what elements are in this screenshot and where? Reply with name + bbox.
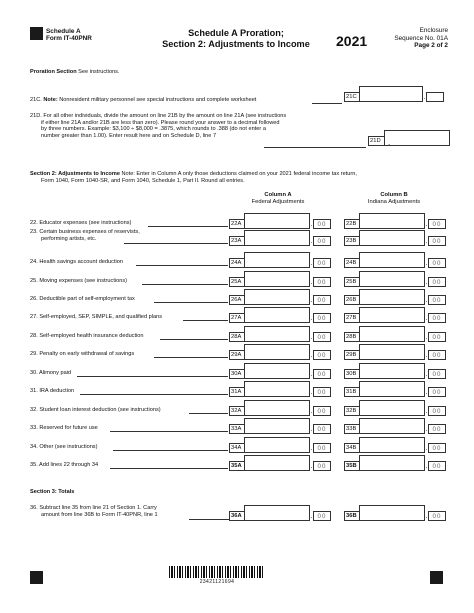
leader-line (136, 265, 228, 266)
line-31a-input[interactable] (244, 381, 310, 397)
line-label: 27B (344, 313, 359, 323)
line-30b-input[interactable] (359, 363, 425, 379)
line-23b-field[interactable] (344, 230, 446, 246)
line-30a-cents[interactable]: 00 (313, 369, 331, 379)
line-24a-input[interactable] (244, 252, 310, 268)
line-35a-cents[interactable]: 00 (313, 461, 331, 471)
line-label: 35B (344, 461, 359, 471)
line-33b-input[interactable] (359, 418, 425, 434)
decimal-point: . (425, 297, 428, 304)
line-33b-cents[interactable]: 00 (428, 424, 446, 434)
line-32a-field[interactable] (229, 400, 331, 416)
line-28a-cents[interactable]: 00 (313, 332, 331, 342)
section-2-heading: Section 2: Adjustments to Income Note: Enter in Column A only those deductions claimed on your 2021 federal income tax return, (30, 171, 357, 177)
line-25b-field[interactable] (344, 271, 446, 287)
line-22a-field[interactable] (229, 213, 331, 229)
title-line-1: Schedule A Proration; (188, 28, 284, 38)
page-number: Page 2 of 2 (414, 42, 448, 50)
line-27-text: 27. Self-employed, SEP, SIMPLE, and qualified plans (30, 314, 163, 320)
line-22a-input[interactable] (244, 213, 310, 229)
decimal-point: . (425, 238, 428, 245)
line-35a-input[interactable] (244, 455, 310, 471)
barcode-image (169, 566, 265, 578)
decimal-point: . (425, 371, 428, 378)
line-25b-input[interactable] (359, 271, 425, 287)
line-26b-cents[interactable]: 00 (428, 295, 446, 305)
line-31a-cents[interactable]: 00 (313, 387, 331, 397)
line-32b-cents[interactable]: 00 (428, 406, 446, 416)
line-25a-input[interactable] (244, 271, 310, 287)
decimal-point: . (310, 389, 313, 396)
leader-line (189, 413, 228, 414)
line-32b-input[interactable] (359, 400, 425, 416)
line-label: 28B (344, 332, 359, 342)
line-33a-input[interactable] (244, 418, 310, 434)
form-identifier (46, 28, 92, 43)
leader-line (183, 320, 228, 321)
line-34b-cents[interactable]: 00 (428, 443, 446, 453)
line-25a-field[interactable] (229, 271, 331, 287)
line-35b-field[interactable] (344, 455, 446, 471)
line-22b-input[interactable] (359, 213, 425, 229)
line-27a-cents[interactable]: 00 (313, 313, 331, 323)
line-label: 35A (229, 461, 244, 471)
line-36-text: 36. Subtract line 35 from line 21 of Section 1. Carry amount from line 36B to Form IT-40PNR, line 1 (30, 505, 158, 518)
line-29a-field[interactable] (229, 344, 331, 360)
line-32-text: 32. Student loan interest deduction (see instructions) (30, 407, 161, 413)
leader-line (154, 357, 228, 358)
line-30b-cents[interactable]: 00 (428, 369, 446, 379)
line-35a-field[interactable] (229, 455, 331, 471)
line-36a-input[interactable] (244, 505, 310, 521)
line-23-text: 23. Certain business expenses of reservists, performing artists, etc. (30, 229, 140, 242)
decimal-point: . (310, 297, 313, 304)
line-24b-field[interactable] (344, 252, 446, 268)
line-27a-input[interactable] (244, 307, 310, 323)
line-label: 33A (229, 424, 244, 434)
line-30a-field[interactable] (229, 363, 331, 379)
leader-line (80, 394, 228, 395)
line-label: 34B (344, 443, 359, 453)
decimal-point: . (310, 260, 313, 267)
form-name: Schedule A (46, 28, 81, 35)
line-26a-cents[interactable]: 00 (313, 295, 331, 305)
line-label: 22B (344, 219, 359, 229)
decimal-point: . (425, 334, 428, 341)
line-label: 25B (344, 277, 359, 287)
line-28-text: 28. Self-employed health insurance deduction (30, 333, 144, 339)
line-21c-field[interactable]: 21C . (344, 86, 444, 102)
line-21d-field[interactable]: 21D (368, 130, 450, 146)
line-23a-input[interactable] (244, 230, 310, 246)
line-label: 24A (229, 258, 244, 268)
line-21c-input[interactable] (359, 86, 423, 102)
line-29b-cents[interactable]: 00 (428, 350, 446, 360)
line-label: 26B (344, 295, 359, 305)
leader-line (113, 450, 228, 451)
line-24a-field[interactable] (229, 252, 331, 268)
line-26b-input[interactable] (359, 289, 425, 305)
line-23a-cents[interactable]: 00 (313, 236, 331, 246)
line-label: 28A (229, 332, 244, 342)
decimal-point: . (310, 315, 313, 322)
decimal-point: . (425, 426, 428, 433)
line-24a-cents[interactable]: 00 (313, 258, 331, 268)
line-21c-text: 21C. Note: Nonresident military personnel see special instructions and complete worksheet (30, 97, 257, 103)
line-30-text: 30. Alimony paid (30, 370, 72, 376)
line-label: 32B (344, 406, 359, 416)
registration-mark-bottom-right (430, 571, 443, 584)
line-33b-field[interactable] (344, 418, 446, 434)
line-21d-text: 21D. For all other individuals, divide the amount on line 21B by the amount on line 21A (see instructions if either line 21A and/or 21B are less than zero). Please round your answer to a decimal followed by three numbers. Example: $3,100 ÷ $8,000 = .3875, which rounds to .388 (do not enter a number greater than 1.00). Enter result here and on Schedule D, line 7 (30, 113, 287, 139)
line-24-text: 24. Health savings account deduction (30, 259, 123, 265)
line-29a-input[interactable] (244, 344, 310, 360)
line-24b-input[interactable] (359, 252, 425, 268)
line-34-text: 34. Other (see instructions) (30, 444, 98, 450)
line-29b-field[interactable] (344, 344, 446, 360)
decimal-point: . (425, 445, 428, 452)
leader-line (110, 468, 228, 469)
leader-line (154, 302, 228, 303)
leader-line (124, 243, 228, 244)
decimal-point: . (310, 279, 313, 286)
decimal-point: . (310, 238, 313, 245)
line-label: 29A (229, 350, 244, 360)
decimal-point: . (310, 371, 313, 378)
leader-line (264, 147, 366, 148)
line-33a-field[interactable] (229, 418, 331, 434)
line-26-text: 26. Deductible part of self-employment tax (30, 296, 135, 302)
registration-mark-bottom-left (30, 571, 43, 584)
line-22a-cents[interactable]: 00 (313, 219, 331, 229)
line-23b-input[interactable] (359, 230, 425, 246)
line-24b-cents[interactable]: 00 (428, 258, 446, 268)
decimal-point: . (425, 352, 428, 359)
decimal-point: . (425, 315, 428, 322)
line-label: 32A (229, 406, 244, 416)
line-26b-field[interactable] (344, 289, 446, 305)
line-33a-cents[interactable]: 00 (313, 424, 331, 434)
leader-line (77, 376, 228, 377)
line-34a-cents[interactable]: 00 (313, 443, 331, 453)
line-label: 26A (229, 295, 244, 305)
line-34b-field[interactable] (344, 437, 446, 453)
line-label: 24B (344, 258, 359, 268)
leader-line (148, 226, 228, 227)
registration-mark-top-left (30, 27, 43, 40)
line-label: 25A (229, 277, 244, 287)
line-32a-cents[interactable]: 00 (313, 406, 331, 416)
line-22b-cents[interactable]: 00 (428, 219, 446, 229)
line-28b-input[interactable] (359, 326, 425, 342)
line-29a-cents[interactable]: 00 (313, 350, 331, 360)
line-label: 30B (344, 369, 359, 379)
line-36b-field[interactable]: 36B . 00 (344, 505, 446, 521)
decimal-point: . (425, 260, 428, 267)
line-36b-input[interactable] (359, 505, 425, 521)
enclosure-label: Enclosure (419, 27, 448, 34)
form-number: Form IT-40PNR (46, 35, 92, 43)
decimal-point: . (425, 389, 428, 396)
decimal-point: . (310, 426, 313, 433)
line-label: 23B (344, 236, 359, 246)
line-34a-field[interactable] (229, 437, 331, 453)
line-27a-field[interactable] (229, 307, 331, 323)
line-28a-input[interactable] (244, 326, 310, 342)
tax-year: 2021 (336, 33, 368, 49)
line-28b-cents[interactable]: 00 (428, 332, 446, 342)
line-label: 23A (229, 236, 244, 246)
column-a-header: Column A Federal Adjustments (251, 192, 305, 205)
leader-line (160, 339, 228, 340)
line-22b-field[interactable] (344, 213, 446, 229)
line-32a-input[interactable] (244, 400, 310, 416)
decimal-point: . (310, 463, 313, 470)
line-27b-cents[interactable]: 00 (428, 313, 446, 323)
line-34a-input[interactable] (244, 437, 310, 453)
line-31-text: 31. IRA deduction (30, 388, 75, 394)
decimal-point: . (310, 352, 313, 359)
line-label: 27A (229, 313, 244, 323)
line-label: 31A (229, 387, 244, 397)
line-label: 31B (344, 387, 359, 397)
leader-line (312, 103, 342, 104)
line-label: 30A (229, 369, 244, 379)
line-30b-field[interactable] (344, 363, 446, 379)
section-2-note: Form 1040, Form 1040-SR, and Form 1040, Schedule 1, Part II. Round all entries. (41, 178, 245, 184)
decimal-point: . (310, 408, 313, 415)
line-21d-input[interactable] (384, 130, 450, 146)
line-25-text: 25. Moving expenses (see instructions) (30, 278, 128, 284)
line-35-text: 35. Add lines 22 through 34 (30, 462, 99, 468)
line-36b-cents[interactable]: 00 (428, 511, 446, 521)
line-28a-field[interactable] (229, 326, 331, 342)
line-31a-field[interactable] (229, 381, 331, 397)
line-label: 22A (229, 219, 244, 229)
line-29-text: 29. Penalty on early withdrawal of savings (30, 351, 135, 357)
line-32b-field[interactable] (344, 400, 446, 416)
decimal-point: . (425, 463, 428, 470)
page-title (136, 28, 336, 50)
line-25a-cents[interactable]: 00 (313, 277, 331, 287)
line-36a-cents[interactable]: 00 (313, 511, 331, 521)
title-line-2: Section 2: Adjustments to Income (162, 39, 310, 49)
line-28b-field[interactable] (344, 326, 446, 342)
decimal-point: . (425, 279, 428, 286)
line-35b-cents[interactable]: 00 (428, 461, 446, 471)
proration-heading: Proration Section See instructions. (30, 69, 120, 75)
column-b-header: Column B Indiana Adjustments (367, 192, 421, 205)
leader-line (142, 284, 228, 285)
line-23a-field[interactable] (229, 230, 331, 246)
line-30a-input[interactable] (244, 363, 310, 379)
line-27b-field[interactable] (344, 307, 446, 323)
decimal-point: . (425, 221, 428, 228)
enclosure-info (394, 27, 448, 50)
line-22-text: 22. Educator expenses (see instructions) (30, 220, 132, 226)
line-26a-input[interactable] (244, 289, 310, 305)
section-3-heading: Section 3: Totals (30, 489, 75, 495)
leader-line (189, 519, 229, 520)
line-27b-input[interactable] (359, 307, 425, 323)
line-35b-input[interactable] (359, 455, 425, 471)
line-label: 29B (344, 350, 359, 360)
line-31b-cents[interactable]: 00 (428, 387, 446, 397)
decimal-point: . (388, 138, 391, 147)
barcode-number: 23421121694 (199, 579, 235, 585)
decimal-point: . (310, 334, 313, 341)
line-36a-field[interactable]: 36A . 00 (229, 505, 331, 521)
line-31b-input[interactable] (359, 381, 425, 397)
sequence-number: Sequence No. 01A (394, 34, 448, 42)
line-25b-cents[interactable]: 00 (428, 277, 446, 287)
decimal-point: . (310, 221, 313, 228)
line-label: 34A (229, 443, 244, 453)
line-23b-cents[interactable]: 00 (428, 236, 446, 246)
decimal-point: . (425, 408, 428, 415)
decimal-point: . (310, 445, 313, 452)
line-label: 33B (344, 424, 359, 434)
line-33-text: 33. Reserved for future use (30, 425, 98, 431)
line-34b-input[interactable] (359, 437, 425, 453)
leader-line (110, 431, 228, 432)
line-31b-field[interactable] (344, 381, 446, 397)
line-21c-decimal[interactable] (426, 92, 444, 102)
line-29b-input[interactable] (359, 344, 425, 360)
line-26a-field[interactable] (229, 289, 331, 305)
